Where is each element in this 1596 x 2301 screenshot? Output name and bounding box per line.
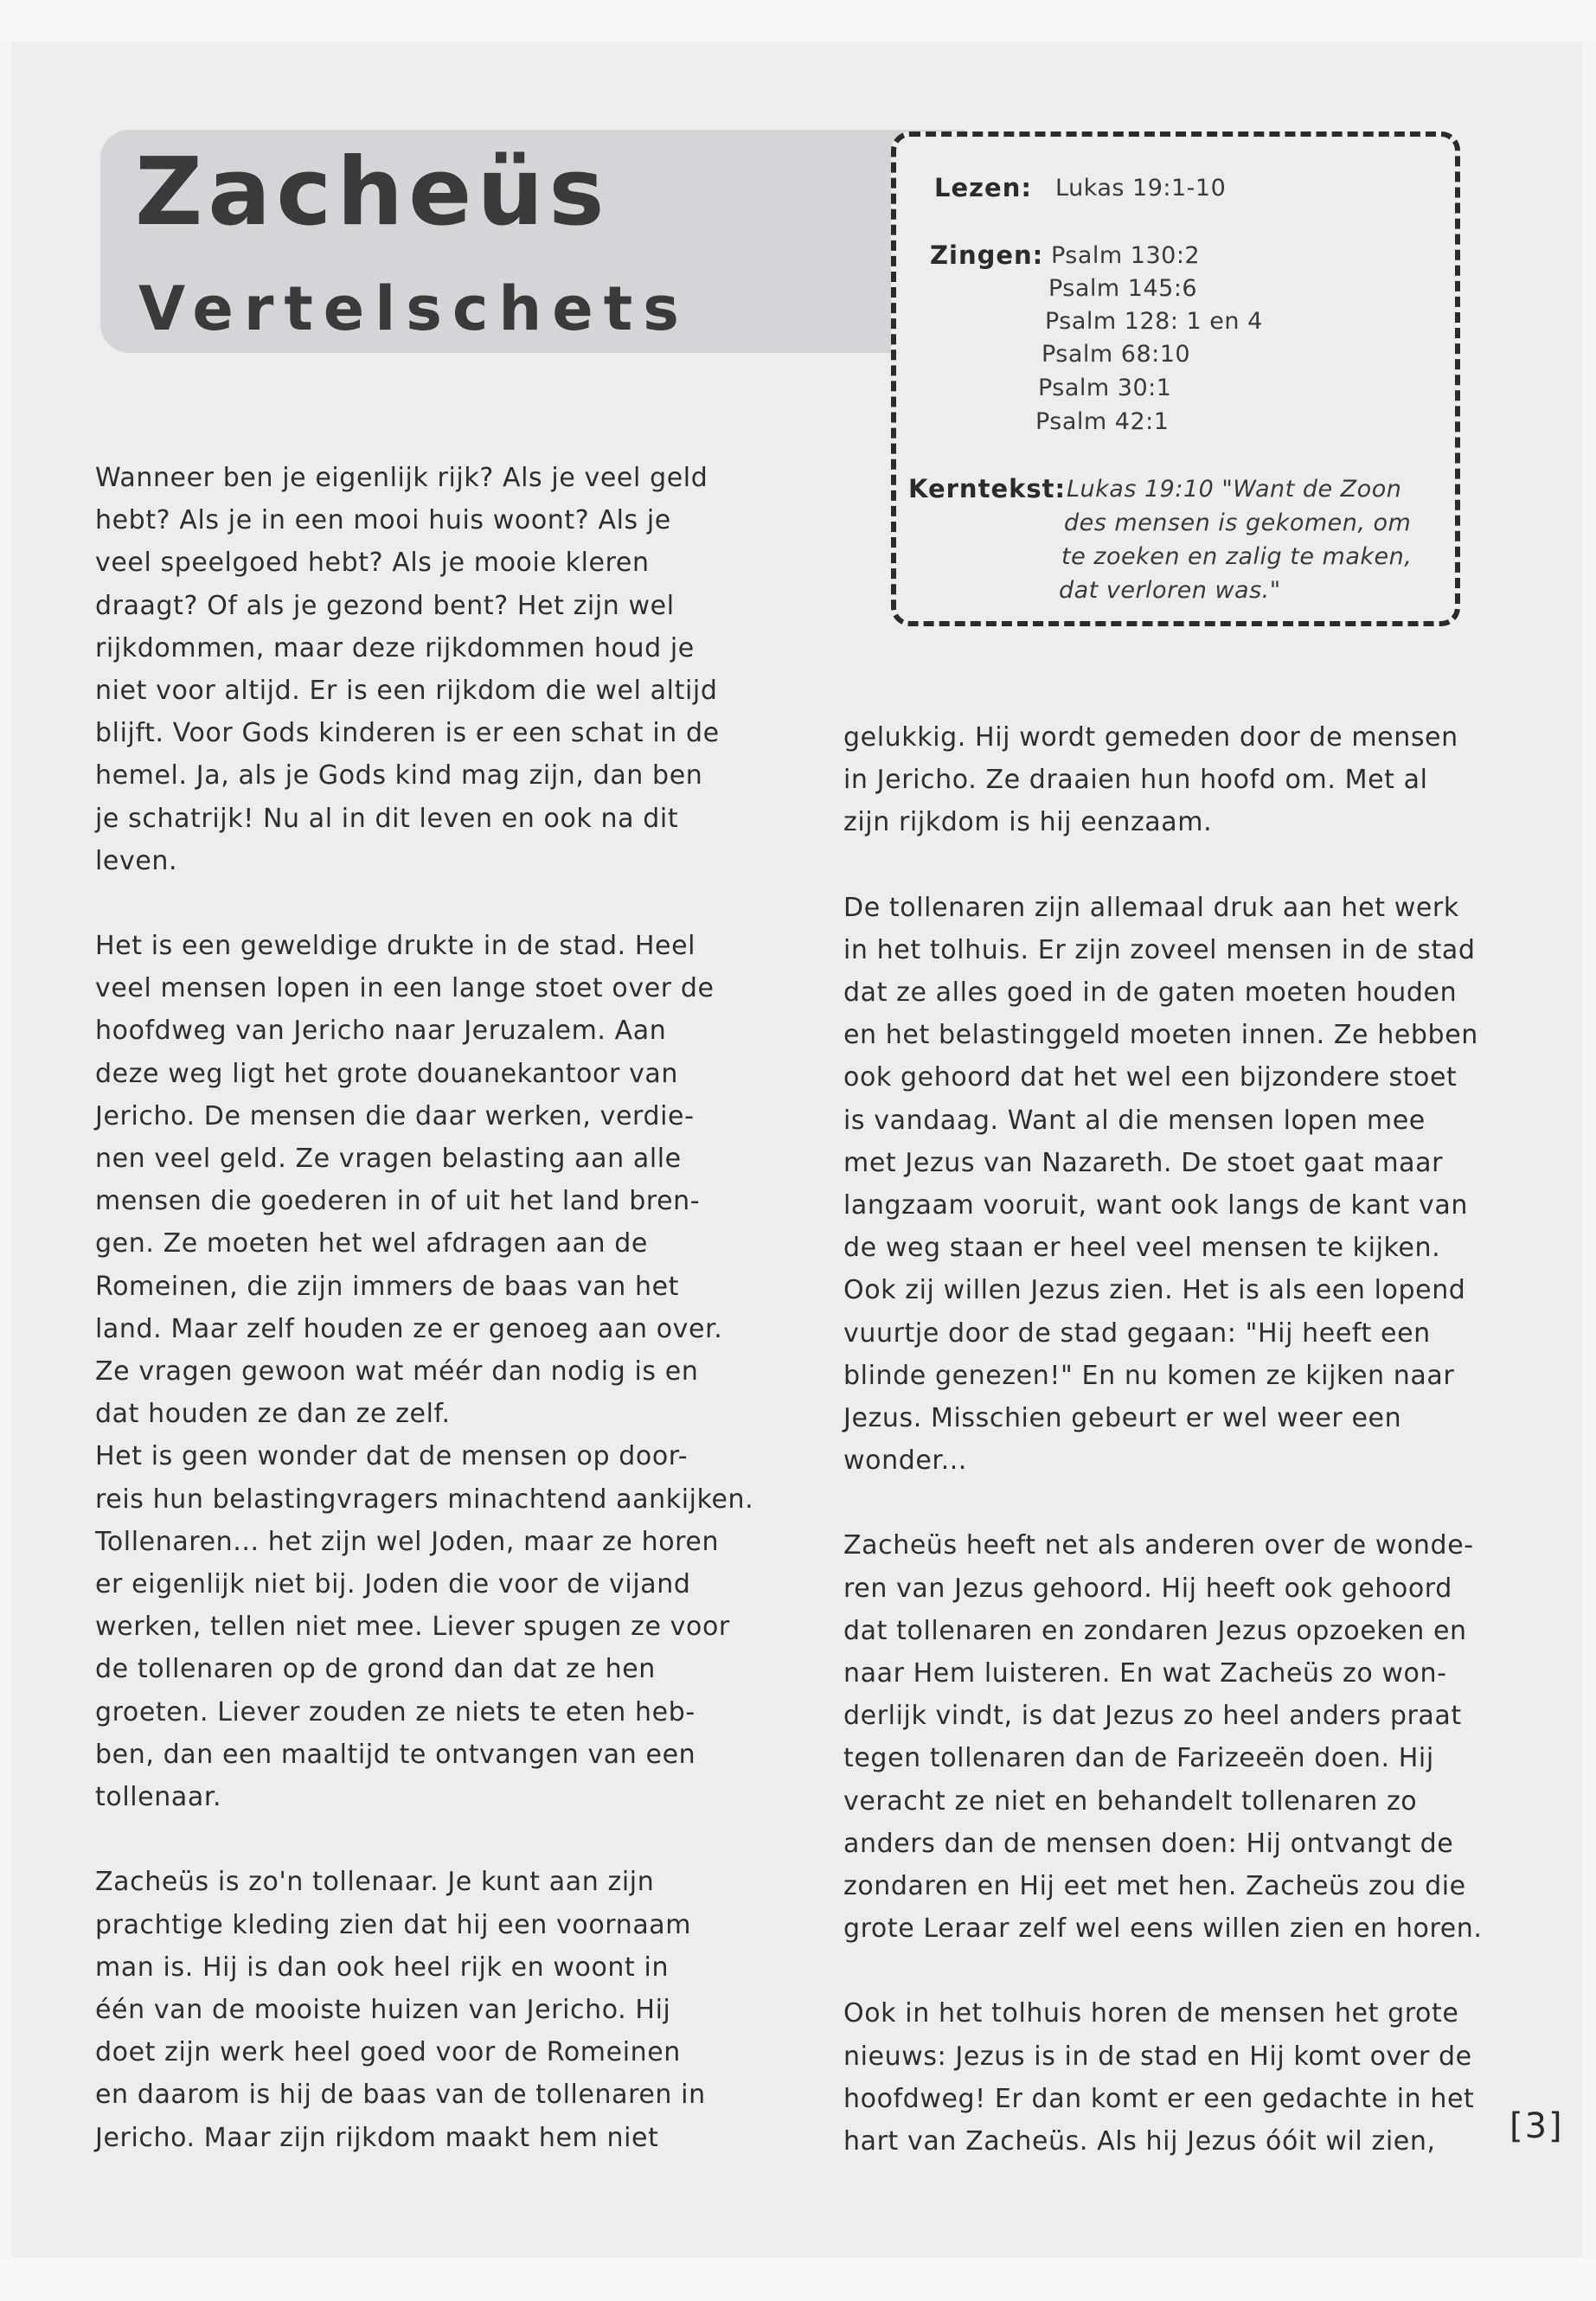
text-line: Jericho. Maar zijn rijkdom maakt hem niet (95, 2122, 659, 2153)
text-line: één van de mooiste huizen van Jericho. Hij (95, 1994, 671, 2025)
text-line: gelukkig. Hij wordt gemeden door de mensen (843, 722, 1458, 753)
zingen-item: Psalm 130:2 (1051, 242, 1201, 269)
text-line: nieuws: Jezus is in de stad en Hij komt over de (843, 2041, 1472, 2072)
text-line: Ook zij willen Jezus zien. Het is als een lopend (843, 1275, 1466, 1306)
kerntekst-label: Kerntekst: (908, 474, 1067, 503)
body-paragraph (95, 1861, 753, 2158)
text-line: vuurtje door de stad gegaan: "Hij heeft een (843, 1317, 1431, 1349)
text-line: hart van Zacheüs. Als hij Jezus óóit wil zien, (843, 2126, 1436, 2157)
kerntekst-line: dat verloren was." (1059, 577, 1281, 604)
text-line: tegen tollenaren dan de Farizeeën doen. Hij (843, 1743, 1434, 1774)
lezen-label: Lezen: (934, 173, 1032, 202)
left-text-column (95, 457, 753, 2202)
text-line: hoofdweg! Er dan komt er een gedachte in het (843, 2083, 1475, 2114)
text-line: leven. (95, 845, 178, 876)
text-line: wonder... (843, 1445, 967, 1477)
text-line: Ze vragen gewoon wat méér dan nodig is en (95, 1356, 699, 1388)
zingen-label: Zingen: (930, 240, 1044, 270)
body-paragraph (843, 1992, 1479, 2163)
text-line: Ook in het tolhuis horen de mensen het grote (843, 1998, 1459, 2029)
page-left-edge (0, 42, 12, 2258)
text-line: Jericho. De mensen die daar werken, verdie- (95, 1100, 695, 1131)
text-line: er eigenlijk niet bij. Joden die voor de vijand (95, 1569, 691, 1600)
zingen-item: Psalm 42:1 (1035, 408, 1170, 435)
text-line: dat ze alles goed in de gaten moeten houden (843, 977, 1458, 1009)
text-line: de tollenaren op de grond dan dat ze hen (95, 1654, 656, 1685)
kerntekst-line: des mensen is gekomen, om (1064, 510, 1412, 536)
kerntekst-line: te zoeken en zalig te maken, (1061, 543, 1413, 570)
zingen-item: Psalm 128: 1 en 4 (1045, 308, 1263, 335)
body-paragraph (843, 1524, 1483, 1950)
text-line: langzaam vooruit, want ook langs de kant van (843, 1190, 1468, 1221)
text-line: naar Hem luisteren. En wat Zacheüs zo won- (843, 1658, 1447, 1689)
text-line: zijn rijkdom is hij eenzaam. (843, 807, 1213, 838)
text-line: ren van Jezus gehoord. Hij heeft ook gehoord (843, 1573, 1452, 1604)
zingen-item: Psalm 30:1 (1038, 375, 1172, 401)
text-line: anders dan de mensen doen: Hij ontvangt de (843, 1828, 1454, 1859)
text-line: hebt? Als je in een mooi huis woont? Als je (95, 505, 671, 536)
text-line: en daarom is hij de baas van de tollenaren in (95, 2080, 706, 2111)
text-line: gen. Ze moeten het wel afdragen aan de (95, 1228, 648, 1259)
text-line: Tollenaren... het zijn wel Joden, maar ze horen (95, 1526, 720, 1557)
right-text-column (843, 716, 1483, 2205)
text-line: deze weg ligt het grote douanekantoor van (95, 1058, 679, 1089)
text-line: reis hun belastingvragers minachtend aankijken. (95, 1484, 754, 1515)
text-line: ook gehoord dat het wel een bijzondere stoet (843, 1062, 1458, 1093)
text-line: Zacheüs is zo'n tollenaar. Je kunt aan zijn (95, 1867, 655, 1898)
text-line: groeten. Liever zouden ze niets te eten heb- (95, 1696, 695, 1727)
text-line: werken, tellen niet mee. Liever spugen ze voor (95, 1612, 730, 1643)
text-line: hoofdweg van Jericho naar Jeruzalem. Aan (95, 1016, 667, 1047)
text-line: Wanneer ben je eigenlijk rijk? Als je veel geld (95, 463, 708, 493)
page-subtitle: Vertelschets (138, 273, 689, 344)
text-line: land. Maar zelf houden ze er genoeg aan over. (95, 1313, 723, 1344)
text-line: Jezus. Misschien gebeurt er wel weer een (843, 1403, 1402, 1434)
kerntekst-line: Lukas 19:10 "Want de Zoon (1067, 476, 1402, 503)
text-line: tollenaar. (95, 1782, 222, 1813)
text-line: dat houden ze dan ze zelf. (95, 1399, 451, 1430)
text-line: prachtige kleding zien dat hij een voornaam (95, 1909, 692, 1940)
text-line: derlijk vindt, is dat Jezus zo heel anders praat (843, 1701, 1462, 1732)
body-paragraph (843, 716, 1479, 844)
text-line: blijft. Voor Gods kinderen is er een schat in de (95, 718, 720, 749)
text-line: met Jezus van Nazareth. De stoet gaat maar (843, 1147, 1444, 1178)
text-line: de weg staan er heel veel mensen te kijken. (843, 1233, 1441, 1264)
zingen-item: Psalm 145:6 (1048, 275, 1198, 302)
text-line: is vandaag. Want al die mensen lopen mee (843, 1105, 1426, 1136)
page-number: [3] (1509, 2106, 1564, 2146)
page-bottom-margin (0, 2258, 1596, 2301)
text-line: veel mensen lopen in een lange stoet over de (95, 973, 715, 1004)
text-line: Het is een geweldige drukte in de stad. Heel (95, 931, 696, 962)
body-paragraph (95, 457, 753, 882)
text-line: ben, dan een maaltijd te ontvangen van een (95, 1739, 696, 1770)
text-line: hemel. Ja, als je Gods kind mag zijn, dan ben (95, 760, 703, 792)
text-line: doet zijn werk heel goed voor de Romeinen (95, 2037, 681, 2068)
body-paragraph (95, 925, 753, 1435)
text-line: je schatrijk! Nu al in dit leven en ook na dit (95, 803, 679, 834)
text-line: blinde genezen!" En nu komen ze kijken naar (843, 1360, 1455, 1391)
text-line: grote Leraar zelf wel eens willen zien en horen. (843, 1913, 1483, 1945)
page-title: Zacheüs (135, 138, 610, 247)
body-paragraph (95, 1435, 753, 1818)
text-line: man is. Hij is dan ook heel rijk en woont in (95, 1952, 670, 1983)
text-line: mensen die goederen in of uit het land bren- (95, 1186, 701, 1217)
text-line: Romeinen, die zijn immers de baas van het (95, 1271, 680, 1302)
text-line: in Jericho. Ze draaien hun hoofd om. Met al (843, 765, 1428, 796)
text-line: dat tollenaren en zondaren Jezus opzoeken en (843, 1615, 1467, 1646)
text-line: en het belastinggeld moeten innen. Ze hebben (843, 1020, 1478, 1051)
text-line: in het tolhuis. Er zijn zoveel mensen in de stad (843, 934, 1476, 965)
zingen-item: Psalm 68:10 (1042, 341, 1191, 368)
text-line: draagt? Of als je gezond bent? Het zijn wel (95, 590, 675, 621)
text-line: rijkdommen, maar deze rijkdommen houd je (95, 632, 695, 663)
text-line: veracht ze niet en behandelt tollenaren zo (843, 1785, 1418, 1817)
text-line: Het is geen wonder dat de mensen op door- (95, 1441, 689, 1472)
text-line: nen veel geld. Ze vragen belasting aan alle (95, 1144, 682, 1175)
text-line: Zacheüs heeft net als anderen over de wonde- (843, 1530, 1474, 1561)
page-right-edge (1583, 42, 1596, 2258)
page-top-margin (0, 0, 1596, 42)
text-line: niet voor altijd. Er is een rijkdom die wel altijd (95, 676, 718, 707)
text-line: De tollenaren zijn allemaal druk aan het werk (843, 892, 1459, 923)
lezen-value: Lukas 19:1-10 (1055, 175, 1227, 202)
text-line: veel speelgoed hebt? Als je mooie kleren (95, 548, 650, 579)
text-line: zondaren en Hij eet met hen. Zacheüs zou die (843, 1871, 1466, 1902)
body-paragraph (843, 887, 1479, 1483)
